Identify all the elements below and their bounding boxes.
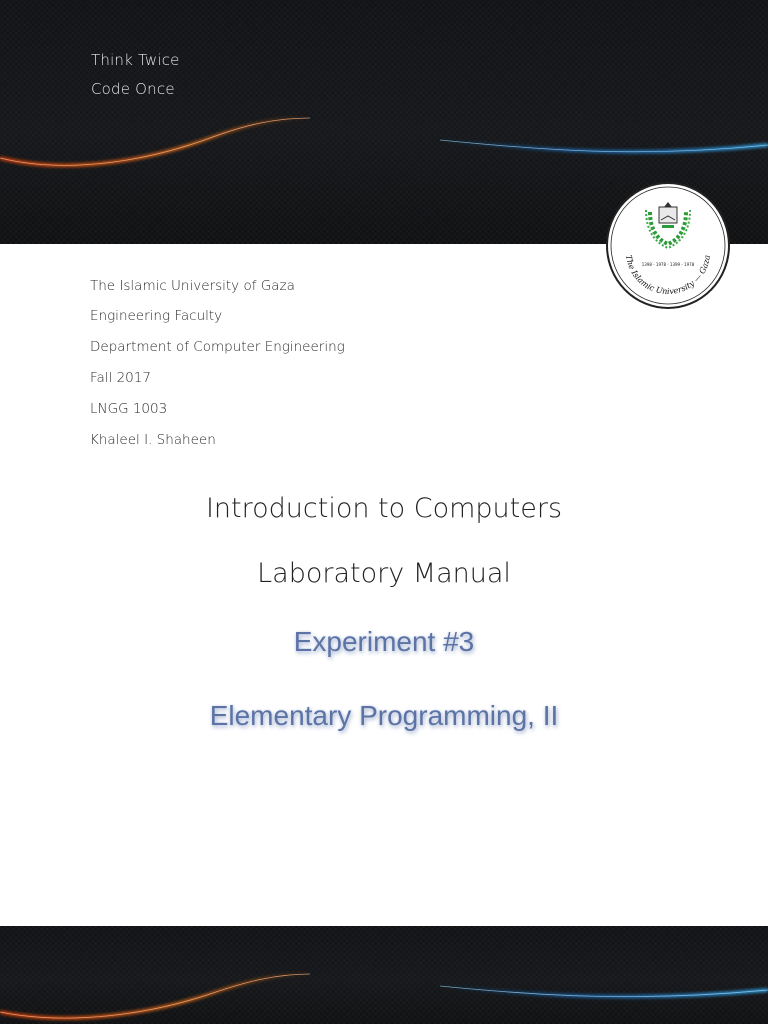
footer-swoosh-decoration xyxy=(0,926,768,1024)
course-code: LNGG 1003 xyxy=(90,401,168,417)
experiment-title: Elementary Programming, II xyxy=(209,700,559,731)
university-name: The Islamic University of Gaza xyxy=(90,278,295,294)
seal-arabic-text xyxy=(606,182,665,185)
svg-text:1398 - 1978 · 1399 - 1978: 1398 - 1978 · 1399 - 1978 xyxy=(641,262,695,267)
experiment-number: Experiment #3 xyxy=(293,626,475,657)
course-title: Introduction to Computers xyxy=(205,493,563,524)
university-seal xyxy=(606,182,730,309)
term: Fall 2017 xyxy=(90,370,151,386)
author-name: Khaleel I. Shaheen xyxy=(90,432,216,448)
slogan-line-1: Think Twice xyxy=(91,51,180,69)
slogan-line-2: Code Once xyxy=(91,80,175,98)
faculty-name: Engineering Faculty xyxy=(90,308,223,324)
seal-english-text: The Islamic University — Gaza xyxy=(624,254,712,297)
footer-band xyxy=(0,926,768,1024)
manual-title: Laboratory Manual xyxy=(257,558,511,589)
department-name: Department of Computer Engineering xyxy=(90,339,345,355)
